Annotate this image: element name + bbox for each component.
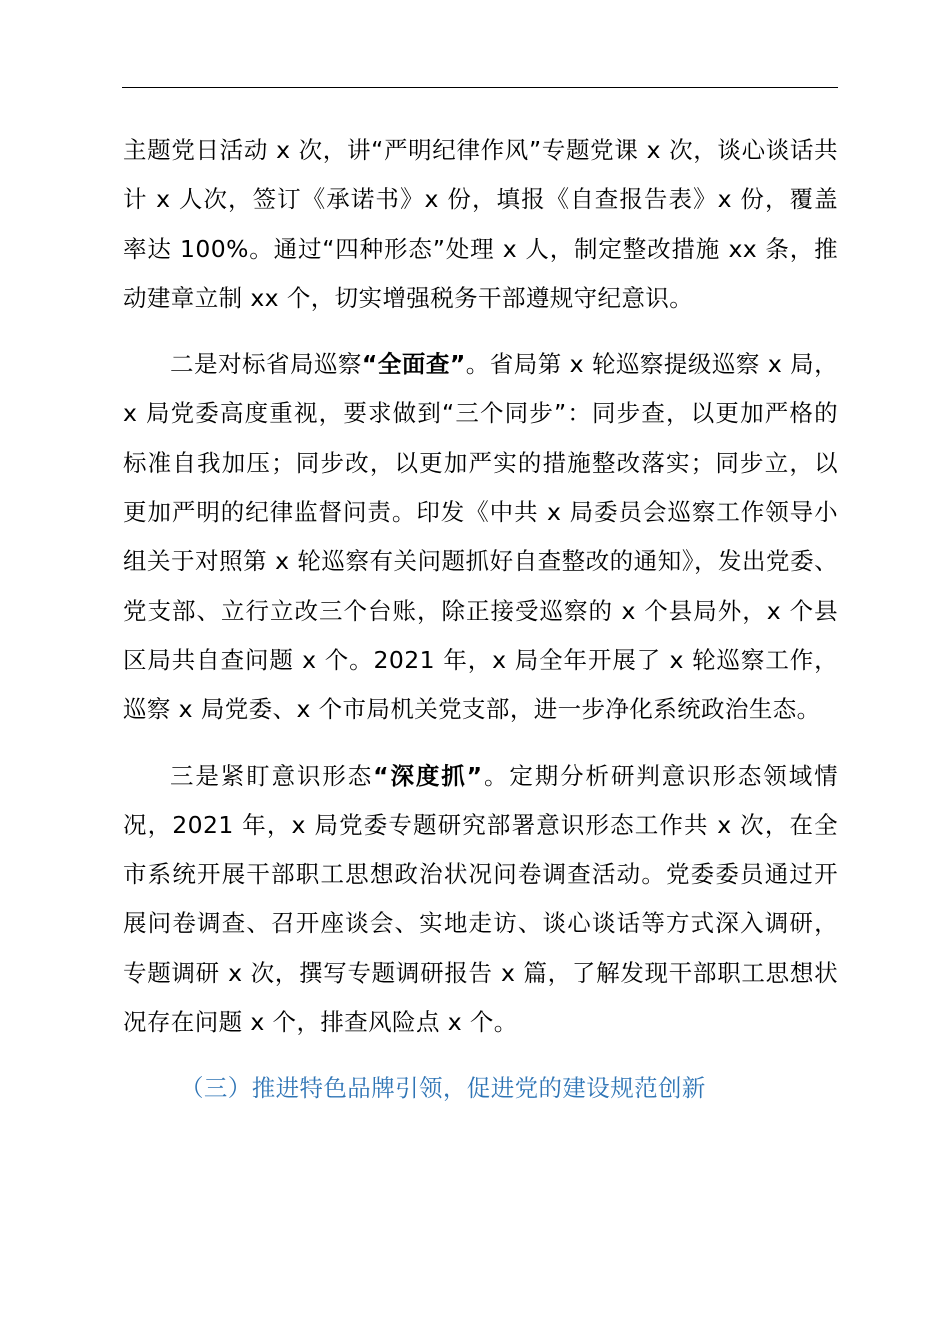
section-heading: （三）推进特色品牌引领，促进党的建设规范创新: [180, 1074, 706, 1103]
paragraph-inspection-body: 。省局第 x 轮巡察提级巡察 x 局，x 局党委高度重视，要求做到“三个同步”：同步查，以更加严格的标准自我加压；同步改，以更加严实的措施整改落实；同步立，以更加严明的纪律监督问责。印发《中共 x 局委员会巡察工作领导小组关于对照第 x 轮巡察有关问题抓好自查整改的通知》，发出党委、党支部、立行立改三个台账，除正接受巡察的 x 个县局外，x 个县区局共自查问题 x 个。2021 年，x 局全年开展了 x 轮巡察工作，巡察 x 局党委、x 个市局机关党支部，进一步净化系统政治生态。: [123, 350, 838, 724]
paragraph-inspection-emphasis: “全面查”: [361, 350, 466, 379]
paragraph-ideology-emphasis: “深度抓”: [373, 761, 483, 790]
paragraph-inspection-lead: 二是对标省局巡察: [170, 350, 362, 379]
paragraph-ideology-lead: 三是紧盯意识形态: [170, 761, 374, 790]
paragraph-ideology: [123, 752, 838, 1048]
paragraph-ideology-body: 。定期分析研判意识形态领域情况，2021 年，x 局党委专题研究部署意识形态工作共 x 次，在全市系统开展干部职工思想政治状况问卷调查活动。党委委员通过开展问卷调查、召开座谈会、实地走访、谈心谈话等方式深入调研，专题调研 x 次，撰写专题调研报告 x 篇，了解发现干部职工思想状况存在问题 x 个，排查风险点 x 个。: [123, 761, 838, 1037]
paragraph-continuation: 主题党日活动 x 次，讲“严明纪律作风”专题党课 x 次，谈心谈话共计 x 人次，签订《承诺书》x 份，填报《自查报告表》x 份，覆盖率达 100%。通过“四种形态”处理 x 人，制定整改措施 xx 条，推动建章立制 xx 个，切实增强税务干部遵规守纪意识。: [123, 136, 838, 312]
header-rule: [122, 87, 838, 88]
paragraph-inspection: [123, 340, 838, 734]
document-body: [123, 126, 838, 1113]
